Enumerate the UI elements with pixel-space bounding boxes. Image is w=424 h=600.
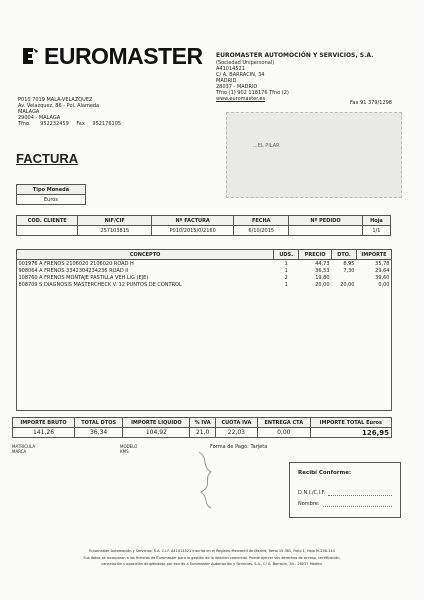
col-uds: UDS. [274,250,299,260]
line-dto: 7,30 [343,267,355,274]
col-hoja: Hoja [362,216,390,226]
customer-address-redacted [226,112,402,198]
col-dto: DTO. [332,250,357,260]
cod-cliente-value [17,226,78,236]
legal-line: Sus datos se incorporan a los ficheros de Euromaster para la gestión de la relación comercial. Puede ejercer sus derechos de acceso, rectificación, [83,556,341,560]
company-type: (Sociedad Unipersonal) [216,60,275,66]
col-cuota-iva: CUOTA IVA [215,418,257,428]
branch-code: P010 7019 MALA-VELAZQUEZ [18,97,93,103]
line-precio: 20,00 [315,281,330,288]
hoja-value: 1/1 [362,226,390,236]
col-pedido: Nº PEDIDO [289,216,363,226]
col-importe-total: IMPORTE TOTAL Euros [310,418,391,428]
col-iva-pct: % IVA [190,418,215,428]
col-importe-bruto: IMPORTE BRUTO [13,418,75,428]
line-importe: 39,60 [375,274,390,281]
col-nif: NIF/CIF [78,216,152,226]
table-row [17,274,392,281]
importe-liquido-value: 104,92 [123,428,190,438]
nif-value: 25710381S [78,226,152,236]
company-phone: Tfno (1) 902 118176 Tfno (2) [216,90,289,96]
legal-line: Euromaster Automoción y Servicios, S.A. C.I.F. A41014521 Inscrita en el Registro Mercantil de Madrid, Tomo 15.361, Folio 1, Hoja M-258.144 [89,549,335,553]
fecha-value: 6/10/2015 [234,226,289,236]
line-importe: 0,00 [378,281,390,288]
line-uds: 1 [284,267,288,274]
col-concepto: CONCEPTO [17,250,274,260]
line-uds: 2 [284,274,288,281]
company-street: C/ A. BARRACIN, 34 [216,72,265,78]
vehicle-info-2 [120,444,137,454]
currency-box [16,184,86,205]
signature-dni-label: D.N.I./C.I.F. [298,490,326,496]
line-dto: 8,95 [343,260,355,267]
col-cod-cliente: COD. CLIENTE [17,216,78,226]
line-items-table [16,249,392,288]
branch-postal: 29004 - MALAGA [18,115,61,121]
line-precio: 36,53 [315,267,330,274]
euromaster-logo-icon [20,45,40,67]
legal-line: cancelación y oposición dirigiéndose por escrito a Euromaster Automoción y Servicios, S.A., C/ A. Barracin, 34 - 28037 Madrid. [101,562,323,566]
document-title: FACTURA [16,151,79,166]
company-cif: A41014521 [216,66,245,72]
branch-contact [18,121,121,127]
vehicle-info-label: MARCA [12,449,27,454]
vehicle-info-label: MATRICULA [12,444,36,449]
company-logo-text: EUROMASTER [44,43,203,69]
num-factura-value: P010/2015/0/2160 [152,226,234,236]
table-row [17,281,392,288]
legal-footer [30,548,394,567]
company-city: MADRID [216,78,237,84]
line-dto [332,274,357,281]
line-concept: 808709 S DIAGNOSIS MASTERCHECK V. 12 PUNTOS DE CONTROL [18,281,182,288]
table-row [17,260,392,268]
line-dto: 20,00 [340,281,355,288]
invoice-header-table [16,215,391,236]
line-concept: 908064 A FRENOS 3342304234236 ROAD II [18,267,129,274]
vehicle-info-label: MODELO [120,444,138,449]
totals-table [12,417,392,438]
branch-city: MALAGA [18,109,40,115]
line-precio: 19,80 [315,274,330,281]
company-postal: 28037 - MADRID [216,84,258,90]
col-entrega-cta: ENTREGA CTA [257,418,310,428]
line-uds: 1 [284,260,288,267]
company-web: www.euromaster.es [216,96,266,102]
line-importe: 35,78 [375,260,390,267]
branch-phone-label: Tfno. [18,121,31,127]
branch-street: Av. Velazquez, 86 - Pol. Alameda [18,103,100,109]
currency-header: Tipo Moneda [17,185,86,195]
stamp-mark-icon [195,448,217,510]
vehicle-info-label: KMS [120,449,129,454]
company-legal-name: EUROMASTER AUTOMOCIÓN Y SERVICIOS, S.A. [216,52,374,59]
vehicle-info [12,444,35,454]
signature-name-row [298,501,392,507]
company-header [216,52,373,102]
col-precio: PRECIO [299,250,332,260]
col-importe: IMPORTE [357,250,392,260]
entrega-cta-value: 0,00 [257,428,310,438]
line-concept: 001976 A FRENOS 2106020 2106020 ROAD H [18,260,134,267]
line-uds: 1 [284,281,288,288]
signature-box [289,462,401,518]
signature-dni-line [328,495,392,496]
signature-title: Recibí Conforme: [298,470,352,476]
branch-fax-label: Fax [76,121,85,127]
branch-fax: 952176105 [92,121,122,127]
branch-phone: 952232459 [40,121,69,127]
branch-address [18,97,121,127]
iva-pct-value: 21,0 [190,428,215,438]
line-precio: 44,73 [315,260,330,267]
cuota-iva-value: 22,03 [215,428,257,438]
col-total-dtos: TOTAL DTOS [75,418,123,428]
payment-method: Forma de Pago: Tarjeta [210,444,268,450]
table-row [17,267,392,274]
signature-name-label: Nombre: [298,501,320,507]
company-fax: Fax 91 379/1298 [350,100,392,106]
customer-name-partial: ...EL PILAR [253,143,280,149]
signature-name-line [323,506,392,507]
importe-bruto-value: 141,26 [13,428,75,438]
line-concept: 108760 A FRENOS MONTAJE PASTILLA VEH LIG (EJE) [18,274,149,281]
total-dtos-value: 36,34 [75,428,123,438]
pedido-value [289,226,363,236]
line-importe: 29,64 [375,267,390,274]
col-fecha: FECHA [234,216,289,226]
currency-value: Euros [17,195,86,205]
signature-dni-row [298,490,392,496]
importe-total-value: 126,95 [310,428,391,438]
col-num-factura: Nº FACTURA [152,216,234,226]
col-importe-liquido: IMPORTE LIQUIDO [123,418,190,428]
